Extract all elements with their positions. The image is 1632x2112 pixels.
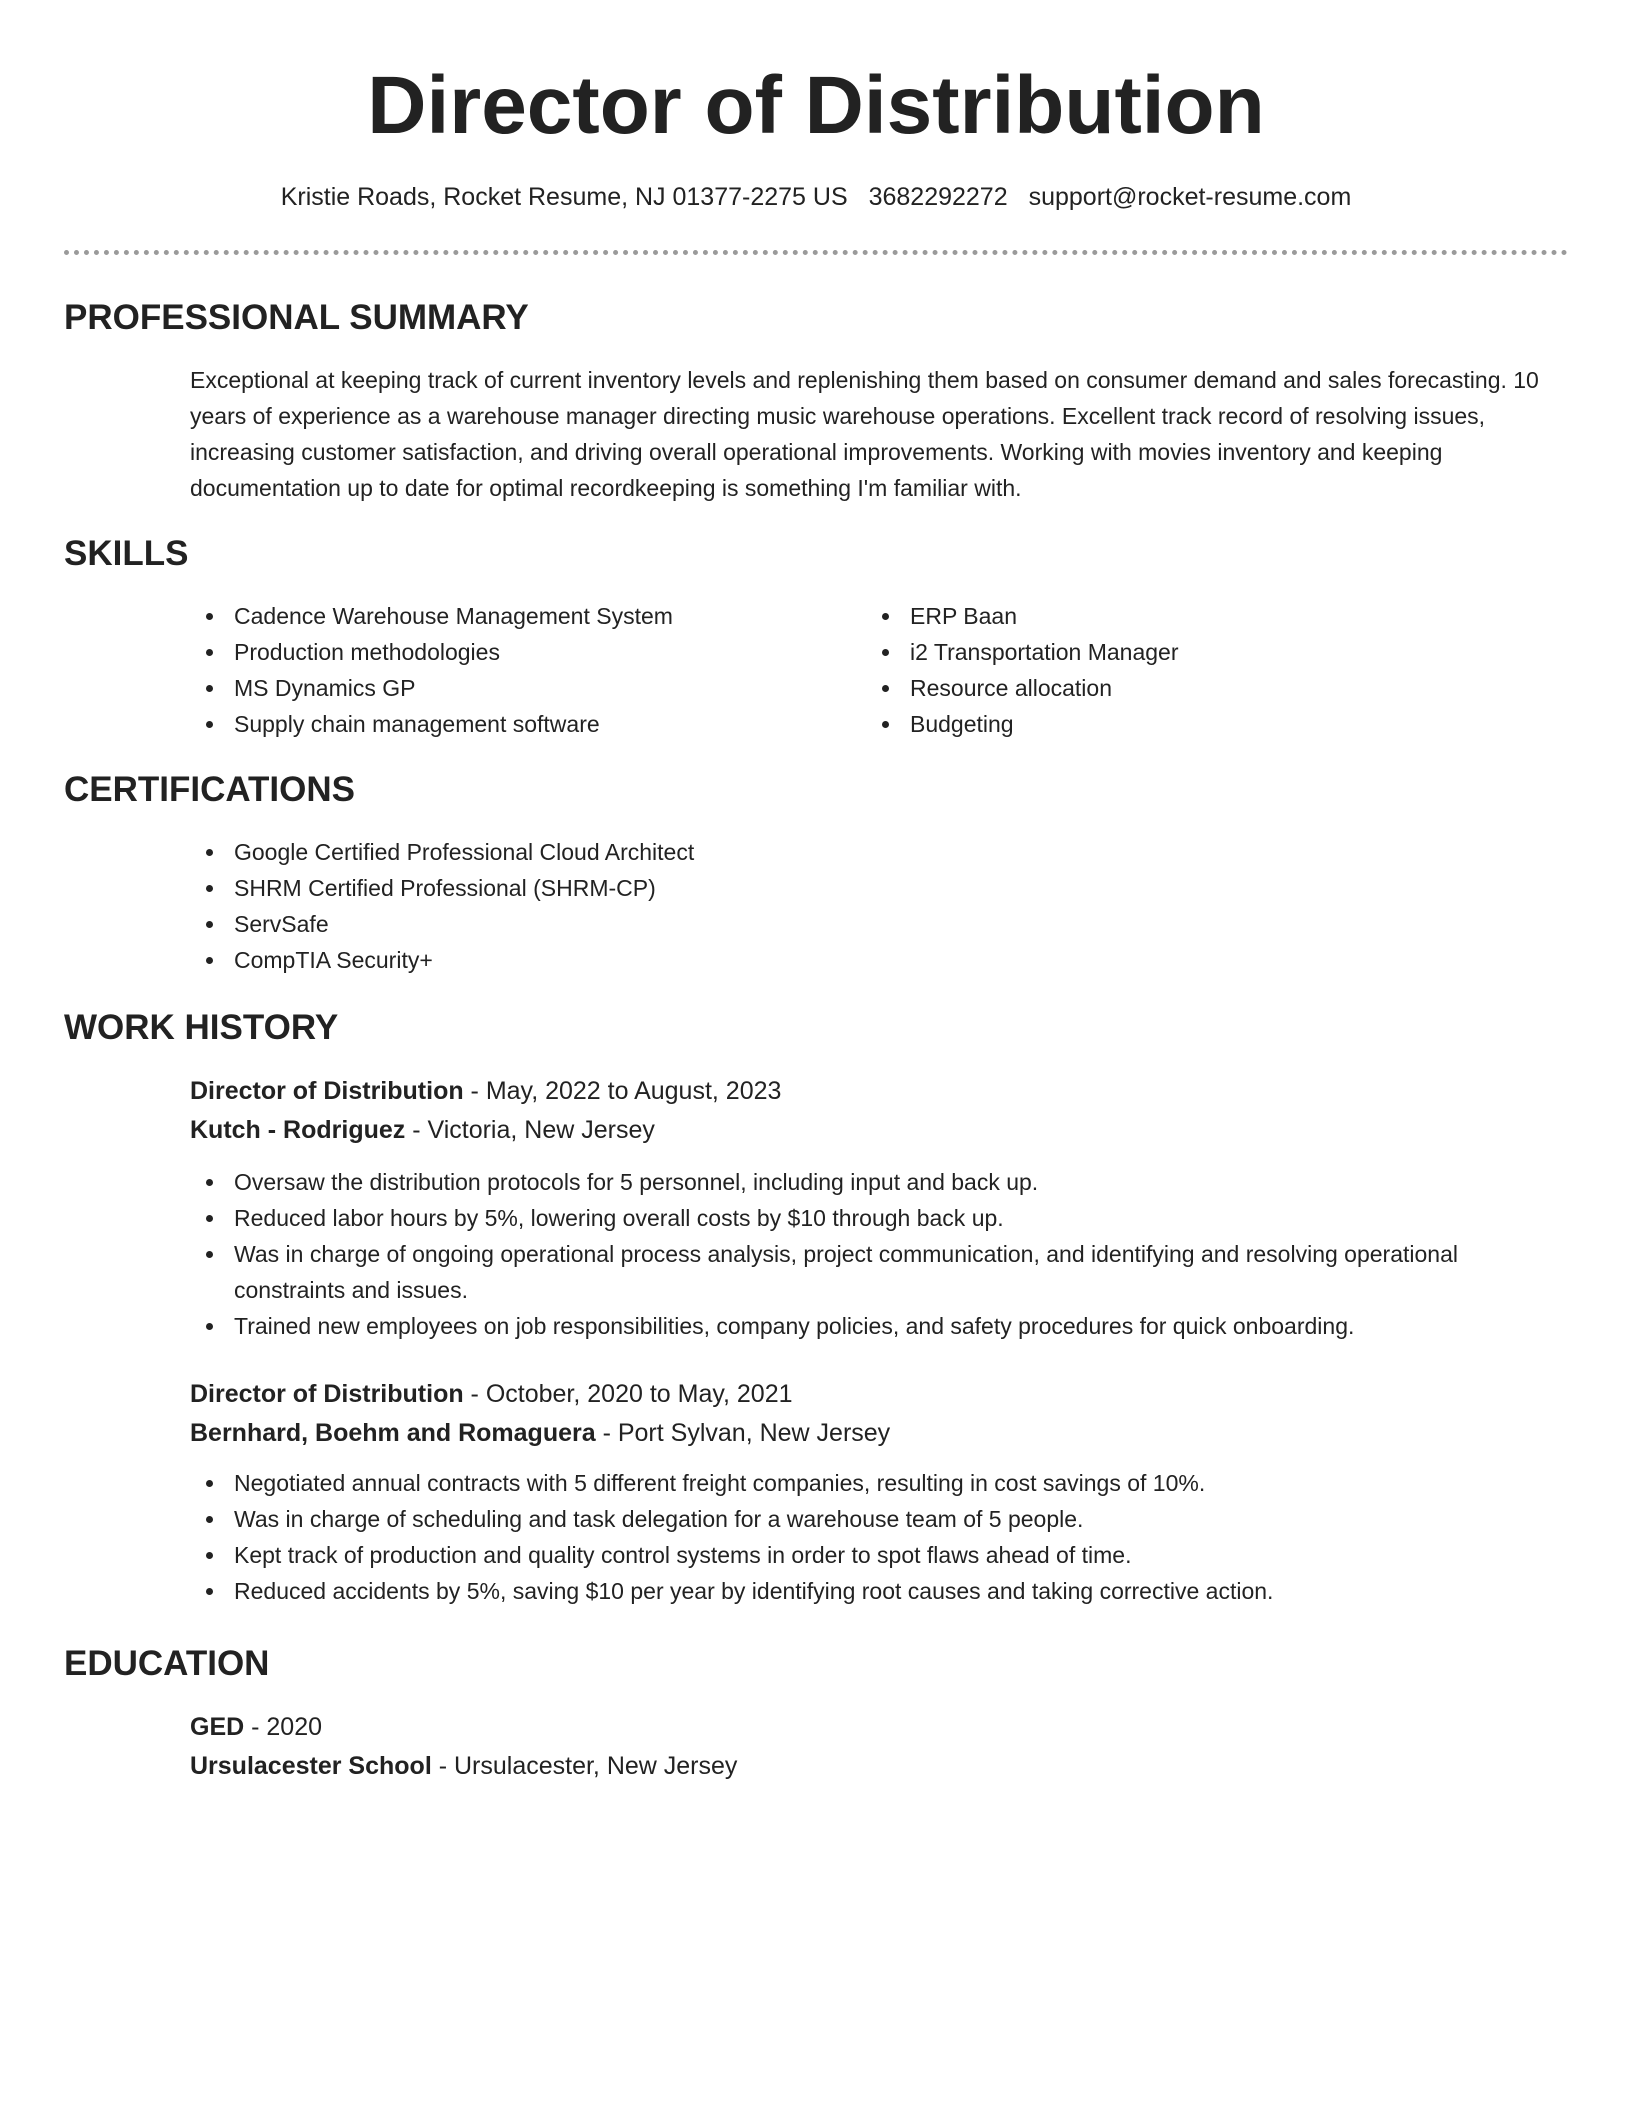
skill-item: Production methodologies — [190, 634, 830, 670]
job-title: Director of Distribution — [190, 1380, 464, 1408]
skill-item: Supply chain management software — [190, 706, 830, 742]
job-entry — [190, 1072, 1570, 1344]
certification-item: Google Certified Professional Cloud Architect — [190, 834, 1570, 870]
section-title-education: EDUCATION — [64, 1644, 270, 1683]
education-degree-line — [190, 1708, 1570, 1747]
skill-item: Cadence Warehouse Management System — [190, 598, 830, 634]
contact-line — [0, 180, 1632, 214]
job-bullet: Kept track of production and quality control systems in order to spot flaws ahead of time. — [190, 1537, 1570, 1573]
job-title-line — [190, 1072, 1570, 1111]
education-year: - 2020 — [244, 1713, 323, 1741]
job-entry — [190, 1375, 1570, 1609]
certification-item: SHRM Certified Professional (SHRM-CP) — [190, 870, 1570, 906]
section-title-work-history: WORK HISTORY — [64, 1008, 339, 1047]
contact-email: support@rocket-resume.com — [1028, 183, 1352, 211]
education-location: - Ursulacester, New Jersey — [431, 1752, 738, 1780]
job-bullet: Trained new employees on job responsibilities, company policies, and safety procedures for quick onboarding. — [190, 1308, 1570, 1344]
skill-item: ERP Baan — [866, 598, 1506, 634]
header-divider — [64, 250, 1568, 255]
job-bullet: Was in charge of scheduling and task delegation for a warehouse team of 5 people. — [190, 1501, 1570, 1537]
education-school: Ursulacester School — [190, 1752, 432, 1780]
job-dates: - May, 2022 to August, 2023 — [463, 1077, 782, 1105]
job-company-line — [190, 1111, 1570, 1150]
certification-item: CompTIA Security+ — [190, 942, 1570, 978]
summary-text: Exceptional at keeping track of current inventory levels and replenishing them based on consumer demand and sales forecasting. 10 years of experience as a warehouse manager directing music warehouse operations. Excellent track record of resolving issues, increasing customer satisfaction, and driving overall operational improvements. Working with movies inventory and keeping documentation up to date for optimal recordkeeping is something I'm familiar with. — [190, 367, 1539, 501]
skill-item: Resource allocation — [866, 670, 1506, 706]
contact-phone: 3682292272 — [868, 183, 1008, 211]
education-entry — [190, 1708, 1570, 1786]
page-title: Director of Distribution — [367, 60, 1265, 151]
job-dates: - October, 2020 to May, 2021 — [463, 1380, 793, 1408]
job-company: Bernhard, Boehm and Romaguera — [190, 1419, 596, 1447]
skills-left-column — [190, 598, 830, 742]
job-company-line — [190, 1414, 1570, 1453]
skill-item: Budgeting — [866, 706, 1506, 742]
section-title-certifications: CERTIFICATIONS — [64, 770, 356, 809]
contact-address: Kristie Roads, Rocket Resume, NJ 01377-2275 US — [280, 183, 848, 211]
education-school-line — [190, 1747, 1570, 1786]
job-bullet: Oversaw the distribution protocols for 5 personnel, including input and back up. — [190, 1164, 1570, 1200]
job-bullet: Was in charge of ongoing operational process analysis, project communication, and identifying and resolving operational constraints and issues. — [190, 1236, 1570, 1308]
job-location: - Victoria, New Jersey — [405, 1116, 655, 1144]
section-title-skills: SKILLS — [64, 534, 189, 573]
job-company: Kutch - Rodriguez — [190, 1116, 406, 1144]
skill-item: MS Dynamics GP — [190, 670, 830, 706]
job-bullet: Negotiated annual contracts with 5 different freight companies, resulting in cost savings of 10%. — [190, 1465, 1570, 1501]
job-location: - Port Sylvan, New Jersey — [595, 1419, 891, 1447]
skill-item: i2 Transportation Manager — [866, 634, 1506, 670]
job-title-line — [190, 1375, 1570, 1414]
education-degree: GED — [190, 1713, 245, 1741]
certifications-list — [190, 834, 1570, 978]
job-bullet: Reduced labor hours by 5%, lowering overall costs by $10 through back up. — [190, 1200, 1570, 1236]
job-bullet: Reduced accidents by 5%, saving $10 per year by identifying root causes and taking corrective action. — [190, 1573, 1570, 1609]
certification-item: ServSafe — [190, 906, 1570, 942]
skills-right-column — [866, 598, 1506, 742]
job-title: Director of Distribution — [190, 1077, 464, 1105]
section-title-summary: PROFESSIONAL SUMMARY — [64, 298, 529, 337]
